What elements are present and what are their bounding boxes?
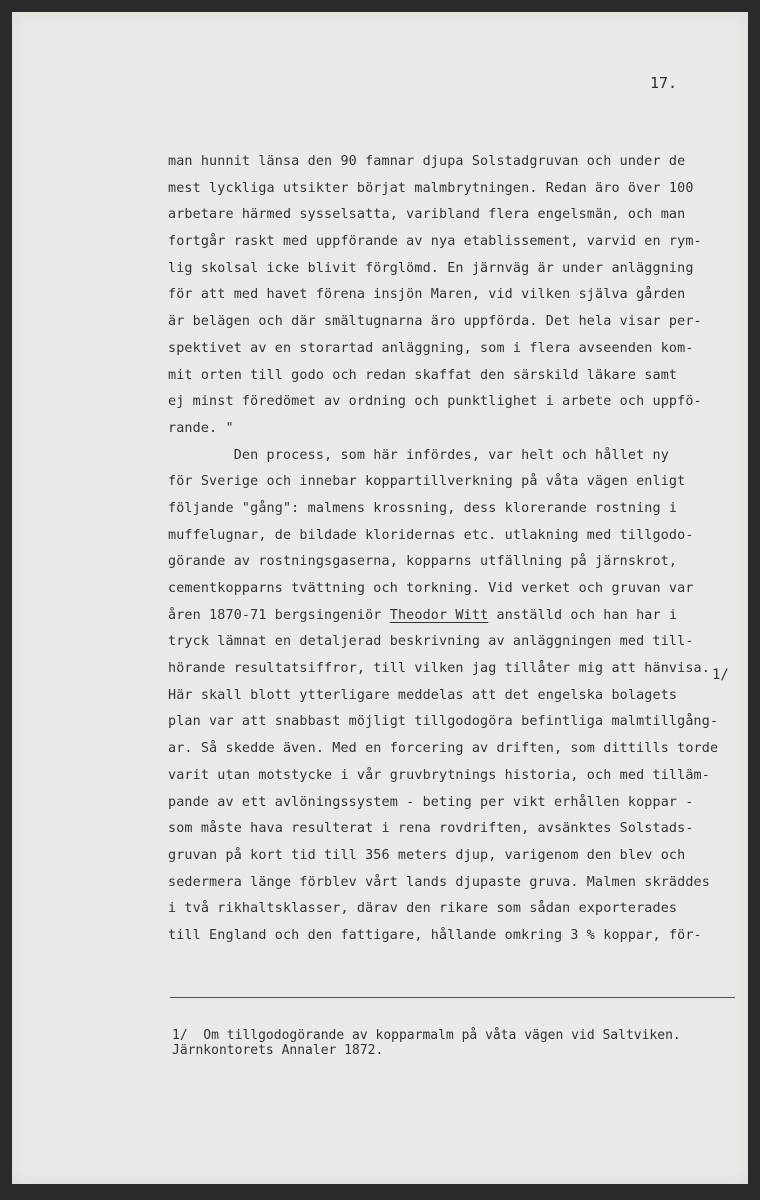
text-line: muffelugnar, de bildade kloridernas etc. utlakning med tillgodo- [168,527,694,543]
text-segment: åren 1870-71 bergsingeniör [168,607,390,623]
text-line: Den process, som här infördes, var helt och hållet ny [168,447,669,463]
text-line: fortgår raskt med uppförande av nya etablissement, varvid en rym- [168,234,702,250]
text-line: för att med havet förena insjön Maren, vid vilken själva gården [168,287,686,303]
page-number: 17. [650,74,678,92]
text-line: är belägen och där smältugnarna äro uppförda. Det hela visar per- [168,314,702,330]
text-line: ej minst föredömet av ordning och punktlighet i arbete och uppfö- [168,394,702,410]
text-line: följande "gång": malmens krossning, dess klorerande rostning i [168,500,678,516]
text-line: man hunnit länsa den 90 famnar djupa Solstadgruvan och under de [168,154,686,169]
text-line: görande av rostningsgaserna, kopparns utfällning på järnskrot, [168,554,678,570]
footnote-divider [170,997,735,998]
text-line: gruvan på kort tid till 356 meters djup, varigenom den blev och [168,847,686,863]
text-line: plan var att snabbast möjligt tillgodogöra befintliga malmtillgång- [168,714,719,730]
text-line: cementkopparns tvättning och torkning. Vid verket och gruvan var [168,581,694,596]
text-line: mit orten till godo och redan skaffat den särskild läkare samt [168,367,678,383]
text-line: varit utan motstycke i vår gruvbrytnings historia, och med tilläm- [168,767,710,783]
text-line: till England och den fattigare, hållande omkring 3 % koppar, för- [168,927,702,943]
footnote-marker: 1/ [712,667,729,683]
text-line: tryck lämnat en detaljerad beskrivning av anläggningen med till- [168,634,694,650]
body-text [168,149,718,950]
text-line: arbetare härmed sysselsatta, varibland flera engelsmän, och man [168,207,686,223]
text-segment: anställd och han har i [488,607,678,623]
text-line: lig skolsal icke blivit förglömd. En järnväg är under anläggning [168,260,694,276]
text-line: rande. " [168,420,234,436]
text-line-with-name [168,603,718,630]
text-line: ar. Så skedde även. Med en forcering av driften, som dittills torde [168,741,719,757]
text-line: som måste hava resulterat i rena rovdriften, avsänktes Solstads- [168,821,694,837]
text-line: hörande resultatsiffror, till vilken jag tillåter mig att hänvisa. [168,661,710,677]
document-page [12,12,748,1184]
text-line: mest lyckliga utsikter börjat malmbrytningen. Redan äro över 100 [168,180,694,196]
footnote-line: 1/ Om tillgodogörande av kopparmalm på våta vägen vid Saltviken. [172,1028,681,1043]
text-line: i två rikhaltsklasser, därav den rikare som sådan exporterades [168,901,678,917]
text-line: pande av ett avlöningssystem - beting per vikt erhållen koppar - [168,794,694,810]
text-line: Här skall blott ytterligare meddelas att det engelska bolagets [168,687,678,703]
text-line: spektivet av en storartad anläggning, som i flera avseenden kom- [168,340,694,356]
footnote [172,1028,681,1058]
underlined-name: Theodor Witt [389,607,489,623]
footnote-line: Järnkontorets Annaler 1872. [172,1043,384,1058]
text-line: för Sverige och innebar koppartillverkning på våta vägen enligt [168,474,686,490]
text-line: sedermera länge förblev vårt lands djupaste gruva. Malmen skräddes [168,874,710,890]
